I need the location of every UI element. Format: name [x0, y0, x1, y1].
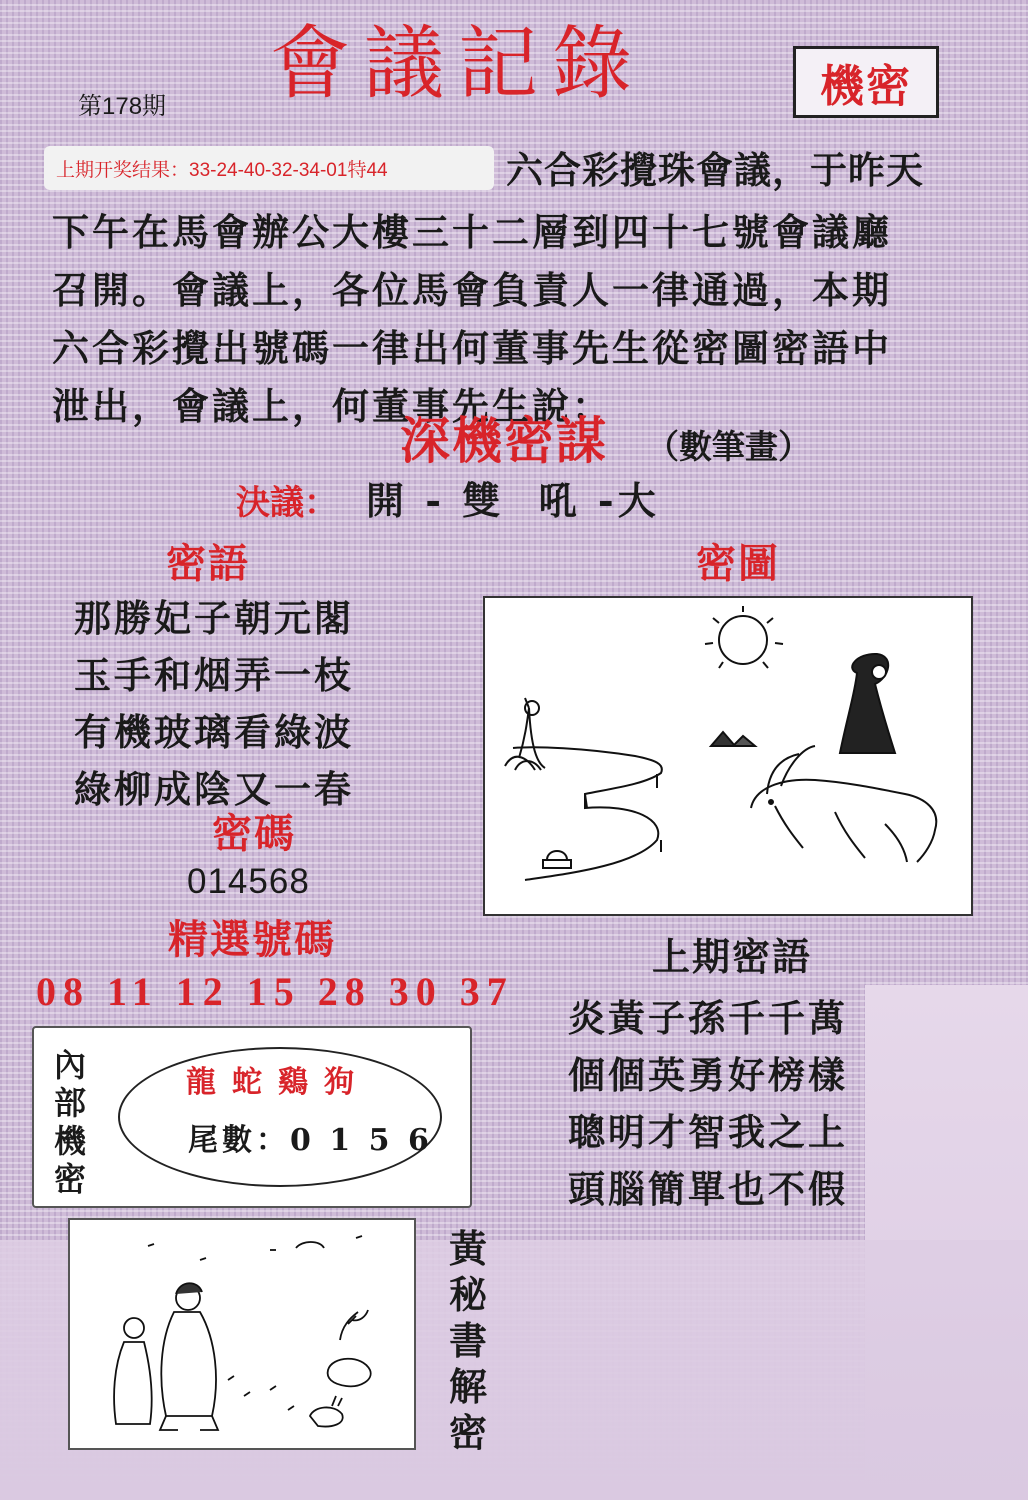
plan-name: 深機密謀 — [400, 411, 608, 470]
secret-stamp-label: 機密 — [820, 61, 912, 112]
intro-first-line: 六合彩攪珠會議，于昨天 — [506, 148, 924, 192]
verse-line: 綠柳成陰又一春 — [74, 767, 354, 811]
intro-line: 六合彩攪出號碼一律出何董事先生從密圖密語中 — [52, 326, 892, 370]
secret-stamp — [793, 46, 939, 118]
verse-line: 玉手和烟弄一枝 — [74, 653, 354, 697]
secret-words-heading: 密語 — [166, 540, 250, 587]
secret-picture-heading: 密圖 — [696, 540, 780, 587]
issue-number: 第178期 — [78, 93, 167, 120]
decision-label: 決議： — [236, 483, 338, 523]
secret-code-heading: 密碼 — [212, 810, 296, 857]
plan-note: （數筆畫） — [646, 427, 811, 466]
figures-drawing — [70, 1220, 414, 1448]
intro-line: 泄出，會議上，何董事先生說： — [52, 384, 612, 428]
last-verse — [568, 990, 848, 1218]
picks-heading: 精選號碼 — [168, 916, 336, 963]
verse-line: 頭腦簡單也不假 — [568, 1167, 848, 1211]
verse-line: 那勝妃子朝元閣 — [74, 596, 354, 640]
intro-line: 下午在馬會辦公大樓三十二層到四十七號會議廳 — [52, 210, 892, 254]
last-result-banner: 上期开奖结果：33-24-40-32-34-01特44 — [44, 146, 494, 190]
intro-paragraph — [52, 203, 1002, 435]
inner-secret-animals: 龍蛇鷄狗 — [186, 1065, 370, 1100]
last-verse-heading: 上期密語 — [652, 934, 813, 979]
inner-secret-label: 內部機密 — [53, 1046, 86, 1198]
verse-line: 有機玻璃看綠波 — [74, 710, 354, 754]
rabbit-landscape-drawing — [485, 598, 971, 914]
secretary-label: 黃秘書解密 — [448, 1226, 487, 1455]
secretary-picture — [68, 1218, 416, 1450]
verse-line: 個個英勇好榜樣 — [568, 1053, 848, 1097]
secret-code-value: 014568 — [187, 862, 310, 901]
inner-secret-tail: 尾數：0 1 5 6 — [188, 1123, 433, 1158]
intro-line: 召開。會議上，各位馬會負責人一律通過，本期 — [52, 268, 892, 312]
page-title: 會議記錄 — [270, 17, 646, 110]
verse-line: 聰明才智我之上 — [568, 1110, 848, 1154]
secret-picture — [483, 596, 973, 916]
verse-line: 炎黃子孫千千萬 — [568, 996, 848, 1040]
secret-words-verse — [74, 590, 354, 818]
picks-numbers: 08 11 12 15 28 30 37 — [36, 969, 514, 1014]
decision-value: 開 - 雙 吼 -大 — [366, 478, 660, 523]
